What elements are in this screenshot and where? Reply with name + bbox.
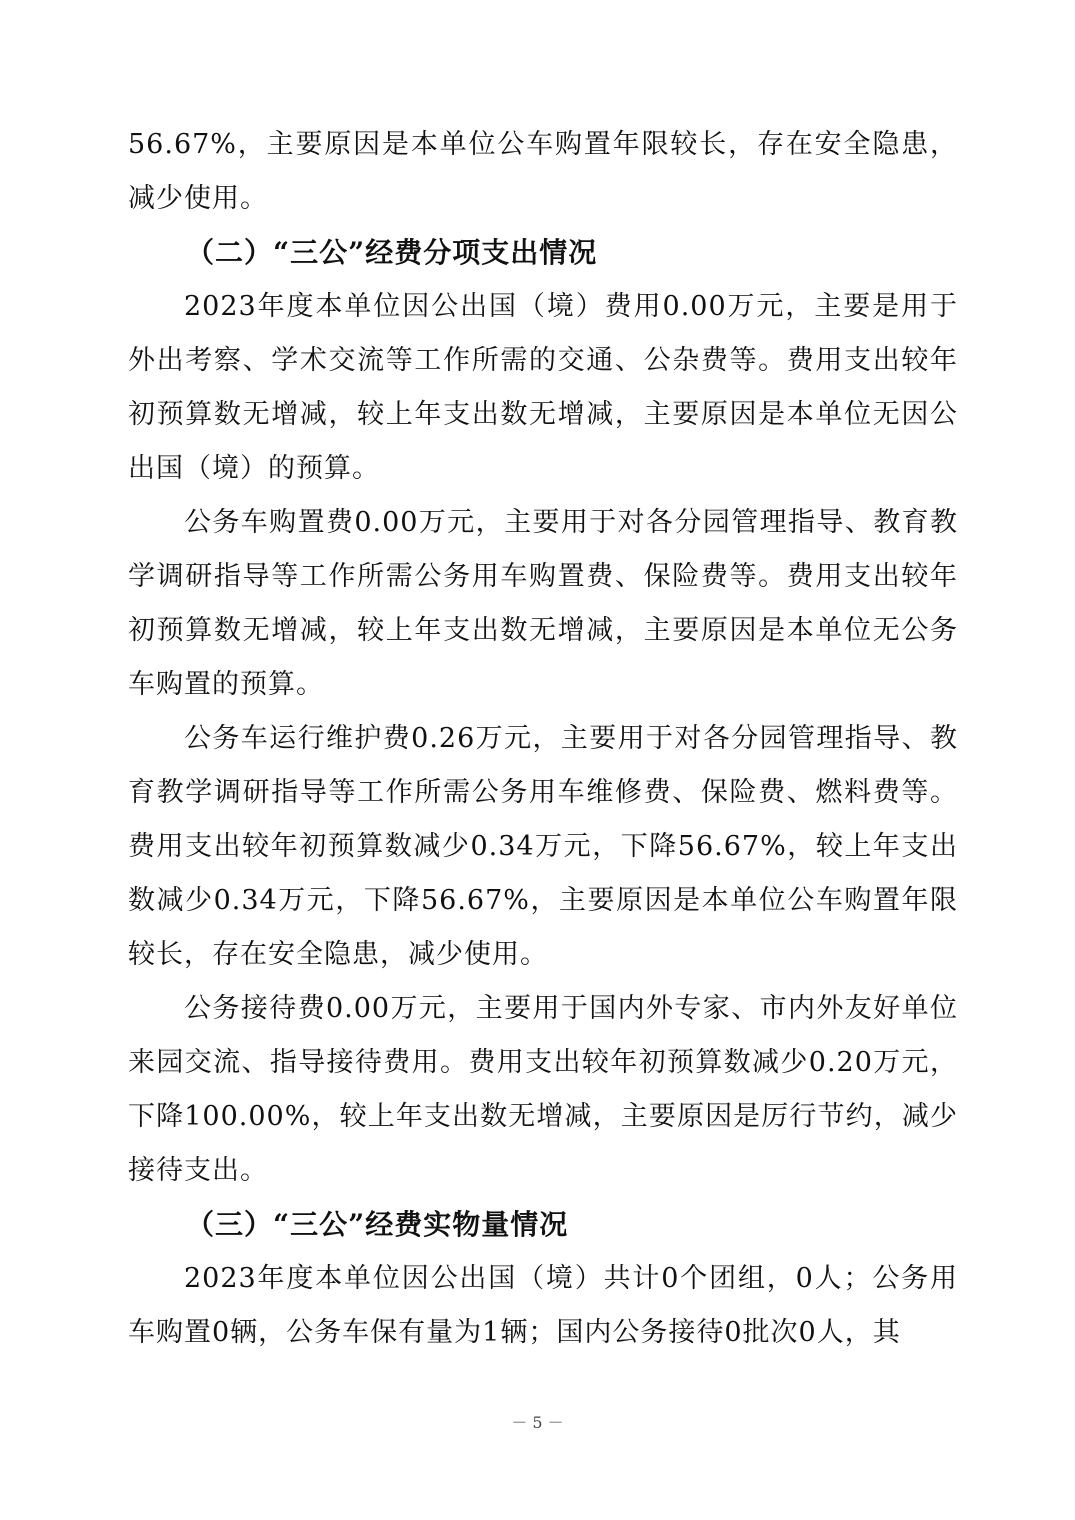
section-heading-itemized-expenses: （二）“三公”经费分项支出情况 — [186, 236, 598, 269]
paragraph-reception-expenses: 公务接待费0.00万元，主要用于国内外专家、市内外友好单位来园交流、指导接待费用。费用支出较年初预算数减少0.20万元，下降100.00%，较上年支出数无增减，主要原因是厉行节约，减少接待支出。 — [128, 993, 958, 1186]
paragraph-vehicle-purchase: 公务车购置费0.00万元，主要用于对各分园管理指导、教育教学调研指导等工作所需公务用车购置费、保险费等。费用支出较年初预算数无增减，较上年支出数无增减，主要原因是本单位无公务车购置的预算。 — [128, 507, 958, 700]
paragraph-vehicle-operation: 公务车运行维护费0.26万元，主要用于对各分园管理指导、教育教学调研指导等工作所需公务用车维修费、保险费、燃料费等。费用支出较年初预算数减少0.34万元，下降56.67%，较上年支出数减少0.34万元，下降56.67%，主要原因是本单位公车购置年限较长，存在安全隐患，减少使用。 — [128, 723, 958, 970]
section-heading-physical-quantities: （三）“三公”经费实物量情况 — [186, 1208, 569, 1241]
continuation-paragraph: 56.67%，主要原因是本单位公车购置年限较长，存在安全隐患，减少使用。 — [128, 129, 958, 214]
paragraph-physical-quantities: 2023年度本单位因公出国（境）共计0个团组，0人；公务用车购置0辆，公务车保有量为1辆；国内公务接待0批次0人，其 — [128, 1263, 958, 1348]
paragraph-abroad-expenses: 2023年度本单位因公出国（境）费用0.00万元，主要是用于外出考察、学术交流等工作所需的交通、公杂费等。费用支出较年初预算数无增减，较上年支出数无增减，主要原因是本单位无因公出国（境）的预算。 — [128, 291, 958, 484]
page-number: － 5 － — [511, 1413, 564, 1432]
document-body — [128, 118, 958, 1360]
